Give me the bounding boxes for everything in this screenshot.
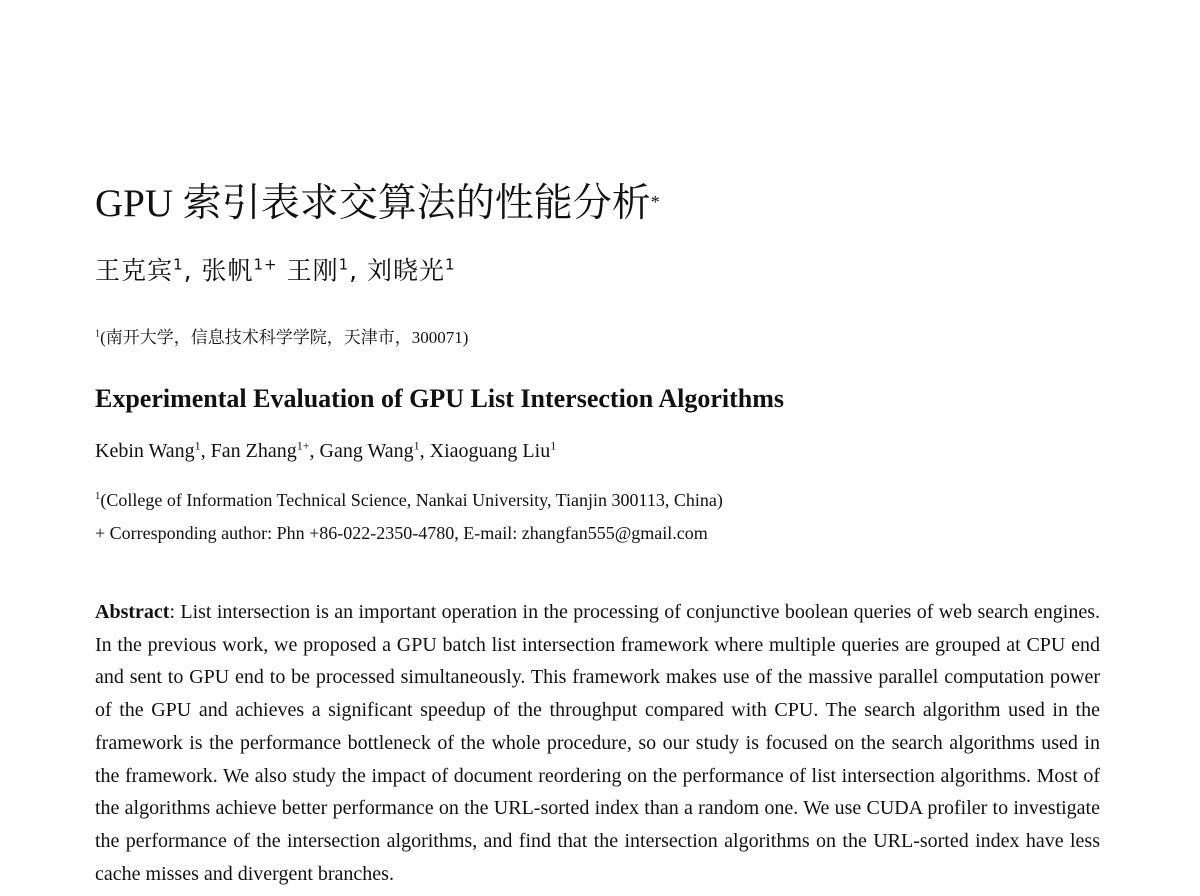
english-affiliation: $^1$(College of Information Technical Science, Nankai University, Tianjin 300113, China) — [95, 490, 723, 510]
chinese-author: 王刚$^1$, — [286, 255, 368, 285]
title-footnote-mark: * — [650, 192, 660, 212]
english-author-list — [95, 437, 556, 465]
english-author: Gang Wang$^1$, — [319, 438, 430, 462]
english-title: Experimental Evaluation of GPU List Intersection Algorithms — [95, 384, 784, 413]
abstract-paragraph — [95, 596, 1100, 890]
chinese-author: 王克宾$^1$, — [95, 255, 202, 285]
chinese-author: 张帆$^{1+}$ — [201, 255, 278, 285]
paper-page — [95, 0, 1100, 896]
english-author: Xiaoguang Liu$^1$ — [429, 438, 557, 462]
english-author: Fan Zhang$^{1+}$, — [210, 438, 320, 462]
chinese-affiliation: $^1$(南开大学，信息技术科学学院，天津市，300071) — [95, 328, 469, 347]
abstract-text: : List intersection is an important operation in the processing of conjunctive boolean queries of web search engines. In the previous work, we proposed a GPU batch list intersection framework where multiple queries are grouped at CPU end and sent to GPU end to be processed simultaneously. This framework makes use of the massive parallel computation power of the GPU and achieves a significant speedup of the throughput compared with CPU. The search algorithm used in the framework is the performance bottleneck of the whole procedure, so our study is focused on the search algorithms used in the framework. We also study the impact of document reordering on the performance of list intersection algorithms. Most of the algorithms achieve better performance on the URL-sorted index than a random one. We use CUDA profiler to investigate the performance of the intersection algorithms, and find that the intersection algorithms on the URL-sorted index have less cache misses and divergent branches. — [95, 601, 1100, 885]
chinese-title — [95, 180, 660, 228]
chinese-author: 刘晓光$^1$ — [367, 255, 456, 285]
english-author: Kebin Wang$^1$, — [95, 438, 211, 462]
chinese-title-text: GPU 索引表求交算法的性能分析 — [95, 182, 651, 225]
abstract-label: Abstract — [95, 601, 170, 623]
chinese-author-list — [95, 253, 456, 289]
corresponding-author-line: + Corresponding author: Phn +86-022-2350-4780, E-mail: zhangfan555@gmail.com — [95, 523, 708, 543]
